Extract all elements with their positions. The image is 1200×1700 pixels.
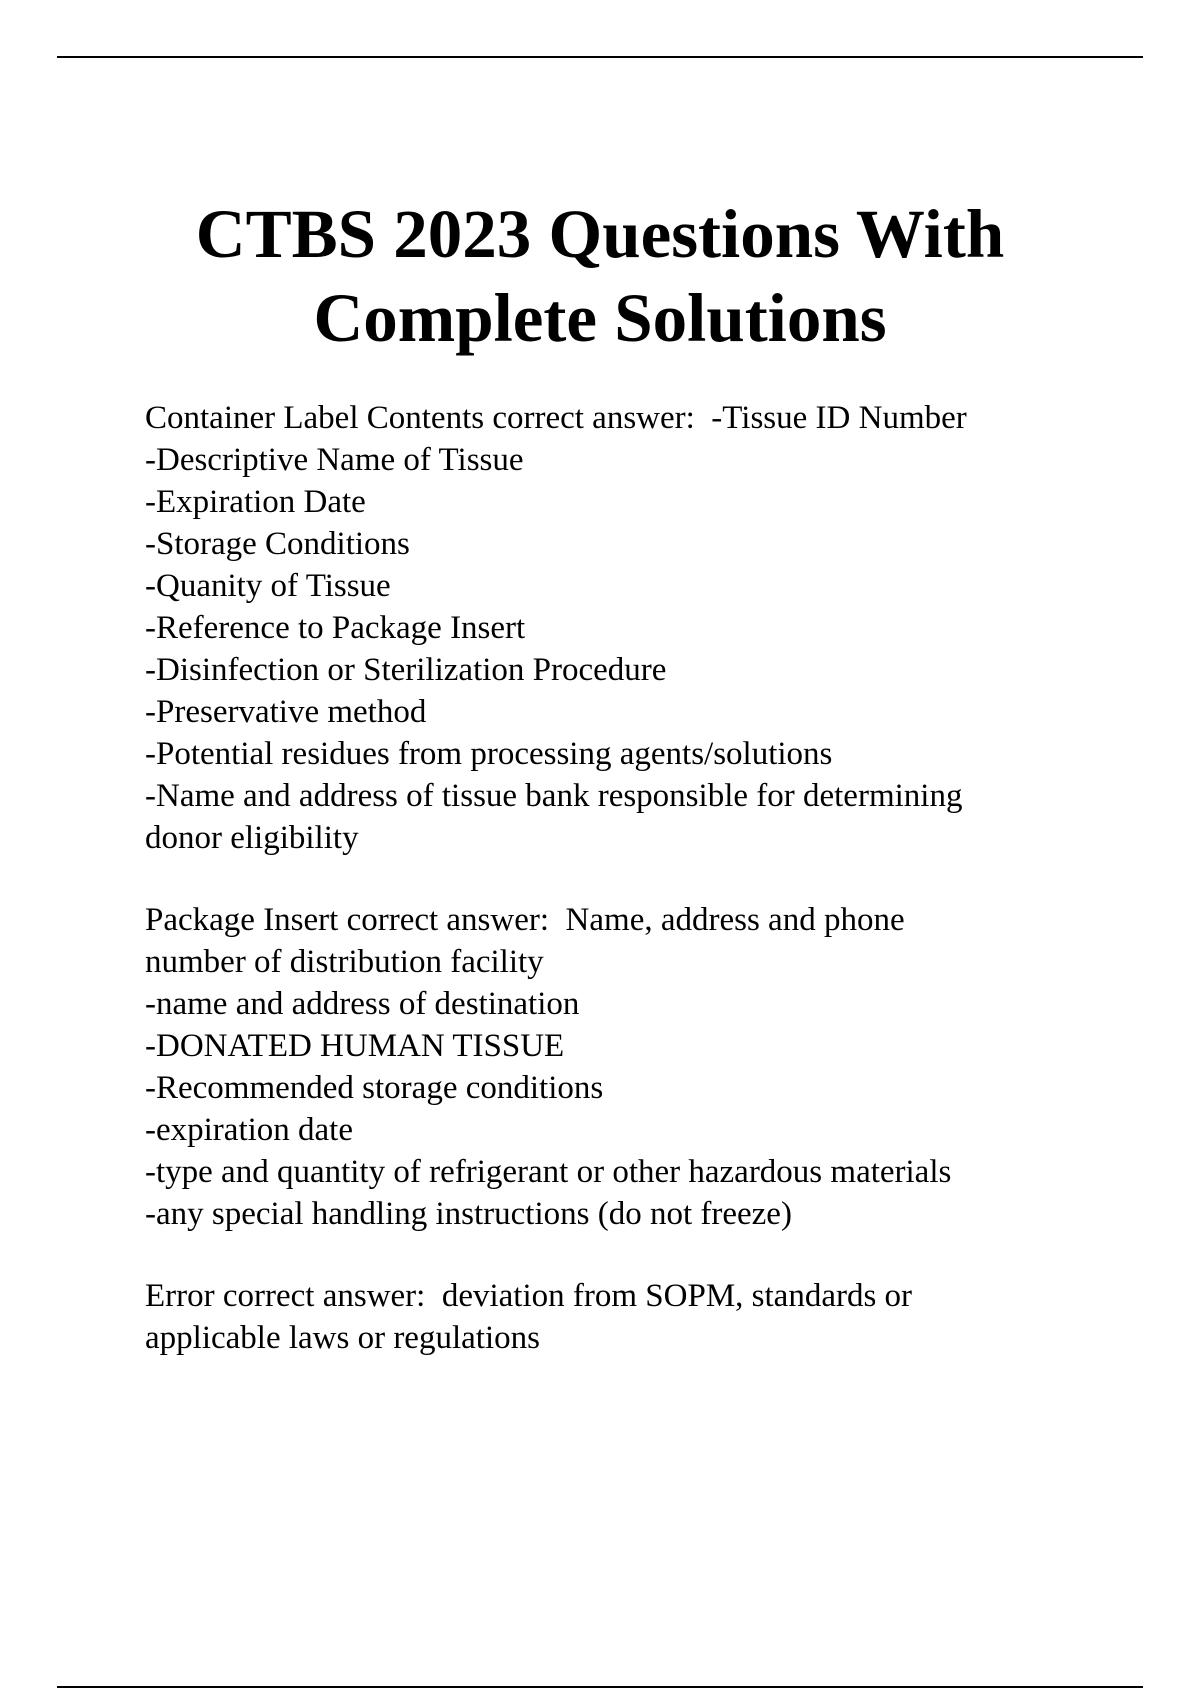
- text-line: Package Insert correct answer: Name, address and phone: [145, 902, 905, 938]
- text-line: -Recommended storage conditions: [145, 1070, 604, 1106]
- text-line: -Descriptive Name of Tissue: [145, 442, 524, 478]
- page-title: [100, 192, 1100, 360]
- text-line: -Quanity of Tissue: [145, 568, 391, 604]
- text-line: -name and address of destination: [145, 986, 580, 1022]
- text-line: -expiration date: [145, 1112, 353, 1148]
- document-body: [145, 397, 1085, 1399]
- text-line: applicable laws or regulations: [145, 1320, 540, 1356]
- title-line-1: CTBS 2023 Questions With: [195, 196, 1005, 272]
- top-rule: [57, 56, 1143, 58]
- qa-block-container-label: [145, 397, 1085, 859]
- text-line: -Name and address of tissue bank responsible for determining: [145, 778, 963, 814]
- text-line: -any special handling instructions (do not freeze): [145, 1196, 792, 1232]
- qa-block-package-insert: [145, 899, 1085, 1235]
- title-line-2: Complete Solutions: [313, 280, 887, 356]
- text-line: Error correct answer: deviation from SOPM, standards or: [145, 1278, 913, 1314]
- text-line: -DONATED HUMAN TISSUE: [145, 1028, 565, 1064]
- text-line: -Expiration Date: [145, 484, 366, 520]
- text-line: -Disinfection or Sterilization Procedure: [145, 652, 667, 688]
- text-line: number of distribution facility: [145, 944, 544, 980]
- text-line: Container Label Contents correct answer: -Tissue ID Number: [145, 400, 967, 436]
- text-line: -Preservative method: [145, 694, 427, 730]
- text-line: -type and quantity of refrigerant or other hazardous materials: [145, 1154, 952, 1190]
- text-line: -Potential residues from processing agents/solutions: [145, 736, 833, 772]
- text-line: -Reference to Package Insert: [145, 610, 526, 646]
- bottom-rule: [57, 1686, 1143, 1688]
- qa-block-error: [145, 1275, 1085, 1359]
- text-line: donor eligibility: [145, 820, 359, 856]
- text-line: -Storage Conditions: [145, 526, 410, 562]
